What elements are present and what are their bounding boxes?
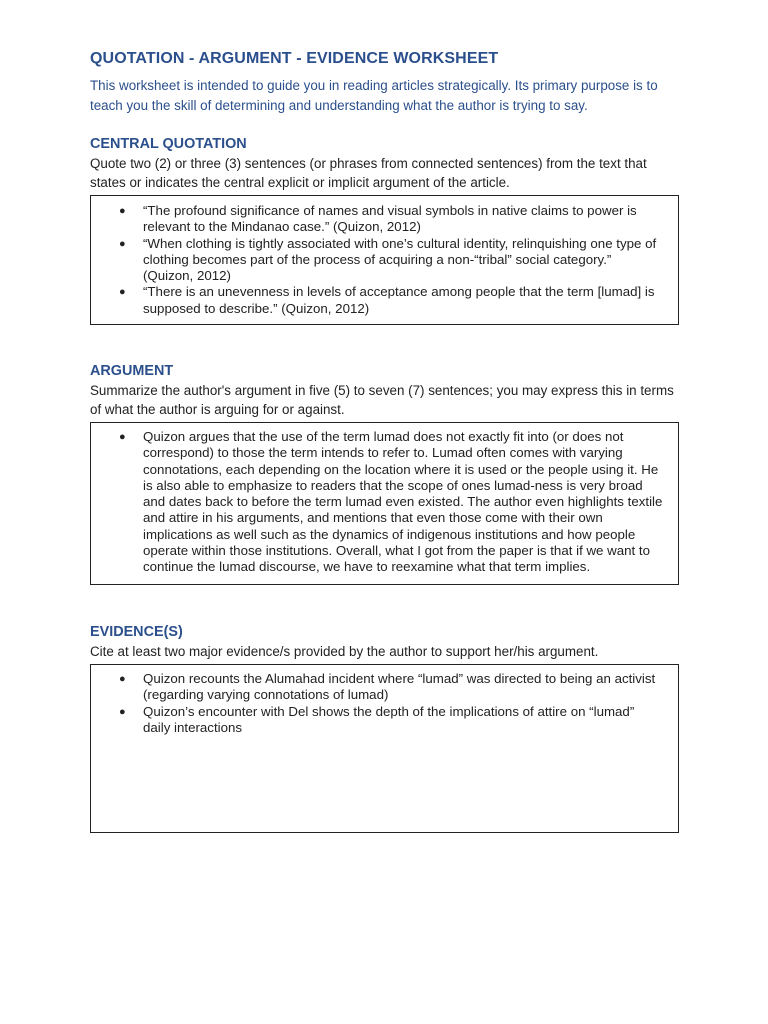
central-quotation-list xyxy=(115,203,664,317)
bullet-icon: ● xyxy=(119,431,126,443)
evidence-instructions: Cite at least two major evidence/s provided by the author to support her/his argument. xyxy=(90,644,599,659)
evidence-section xyxy=(90,622,680,833)
list-item-text: Quizon argues that the use of the term lumad does not exactly fit into (or does not correspond) to those the term intends to refer to. Lumad often comes with varying connotations, each depending on the location where it is used or the people using it. He is also able to emphasize to readers that the scope of ones lumad-ness is very broad and dates back to before the term lumad even existed. The author even highlights textile and attire in his arguments, and mentions that even those come with their own implications as well such as the dynamics of indigenous institutions and how people operate within those institutions. Overall, what I got from the paper is that if we want to continue the lumad discourse, we have to reexamine what that term implies. xyxy=(143,429,663,575)
central-quotation-heading: CENTRAL QUOTATION xyxy=(90,136,247,152)
central-quotation-section xyxy=(90,134,680,325)
list-item-text: “The profound significance of names and visual symbols in native claims to power is relevant to the Mindanao case.” (Quizon, 2012) xyxy=(143,203,637,235)
central-quotation-answer-box xyxy=(90,195,679,325)
list-item-text: Quizon recounts the Alumahad incident where “lumad” was directed to being an activist (regarding varying connotations of lumad) xyxy=(143,671,656,703)
argument-list xyxy=(115,429,664,576)
list-item-text: “When clothing is tightly associated with one’s cultural identity, relinquishing one type of clothing becomes part of the process of acquiring a non-“tribal” social category.” (Quizon, 2012) xyxy=(143,235,657,284)
argument-answer-box xyxy=(90,422,679,585)
evidence-heading: EVIDENCE(S) xyxy=(90,624,183,640)
bullet-icon: ● xyxy=(119,673,126,685)
list-item xyxy=(115,429,664,576)
bullet-icon: ● xyxy=(119,205,126,217)
central-quotation-instructions: Quote two (2) or three (3) sentences (or phrases from connected sentences) from the text that states or indicates the central explicit or implicit argument of the article. xyxy=(90,156,647,190)
argument-heading: ARGUMENT xyxy=(90,363,174,379)
evidence-answer-box xyxy=(90,664,679,833)
worksheet-page xyxy=(90,48,680,735)
list-item xyxy=(115,284,664,317)
list-item xyxy=(115,203,664,236)
list-item-text: Quizon’s encounter with Del shows the depth of the implications of attire on “lumad” daily interactions xyxy=(143,703,635,735)
list-item xyxy=(115,704,664,737)
list-item-text: “There is an unevenness in levels of acceptance among people that the term [lumad] is supposed to describe.” (Quizon, 2012) xyxy=(143,284,655,316)
bullet-icon: ● xyxy=(119,286,126,299)
evidence-list xyxy=(115,671,664,736)
bullet-icon: ● xyxy=(119,705,126,718)
worksheet-title: QUOTATION - ARGUMENT - EVIDENCE WORKSHEET xyxy=(90,50,499,67)
list-item xyxy=(115,671,664,704)
list-item xyxy=(115,236,664,285)
worksheet-intro: This worksheet is intended to guide you in reading articles strategically. Its primary purpose is to teach you the skill of determining and understanding what the author is trying to say. xyxy=(90,78,658,113)
bullet-icon: ● xyxy=(119,237,126,250)
argument-section xyxy=(90,361,680,585)
argument-instructions: Summarize the author's argument in five (5) to seven (7) sentences; you may express this in terms of what the author is arguing for or against. xyxy=(90,383,674,417)
